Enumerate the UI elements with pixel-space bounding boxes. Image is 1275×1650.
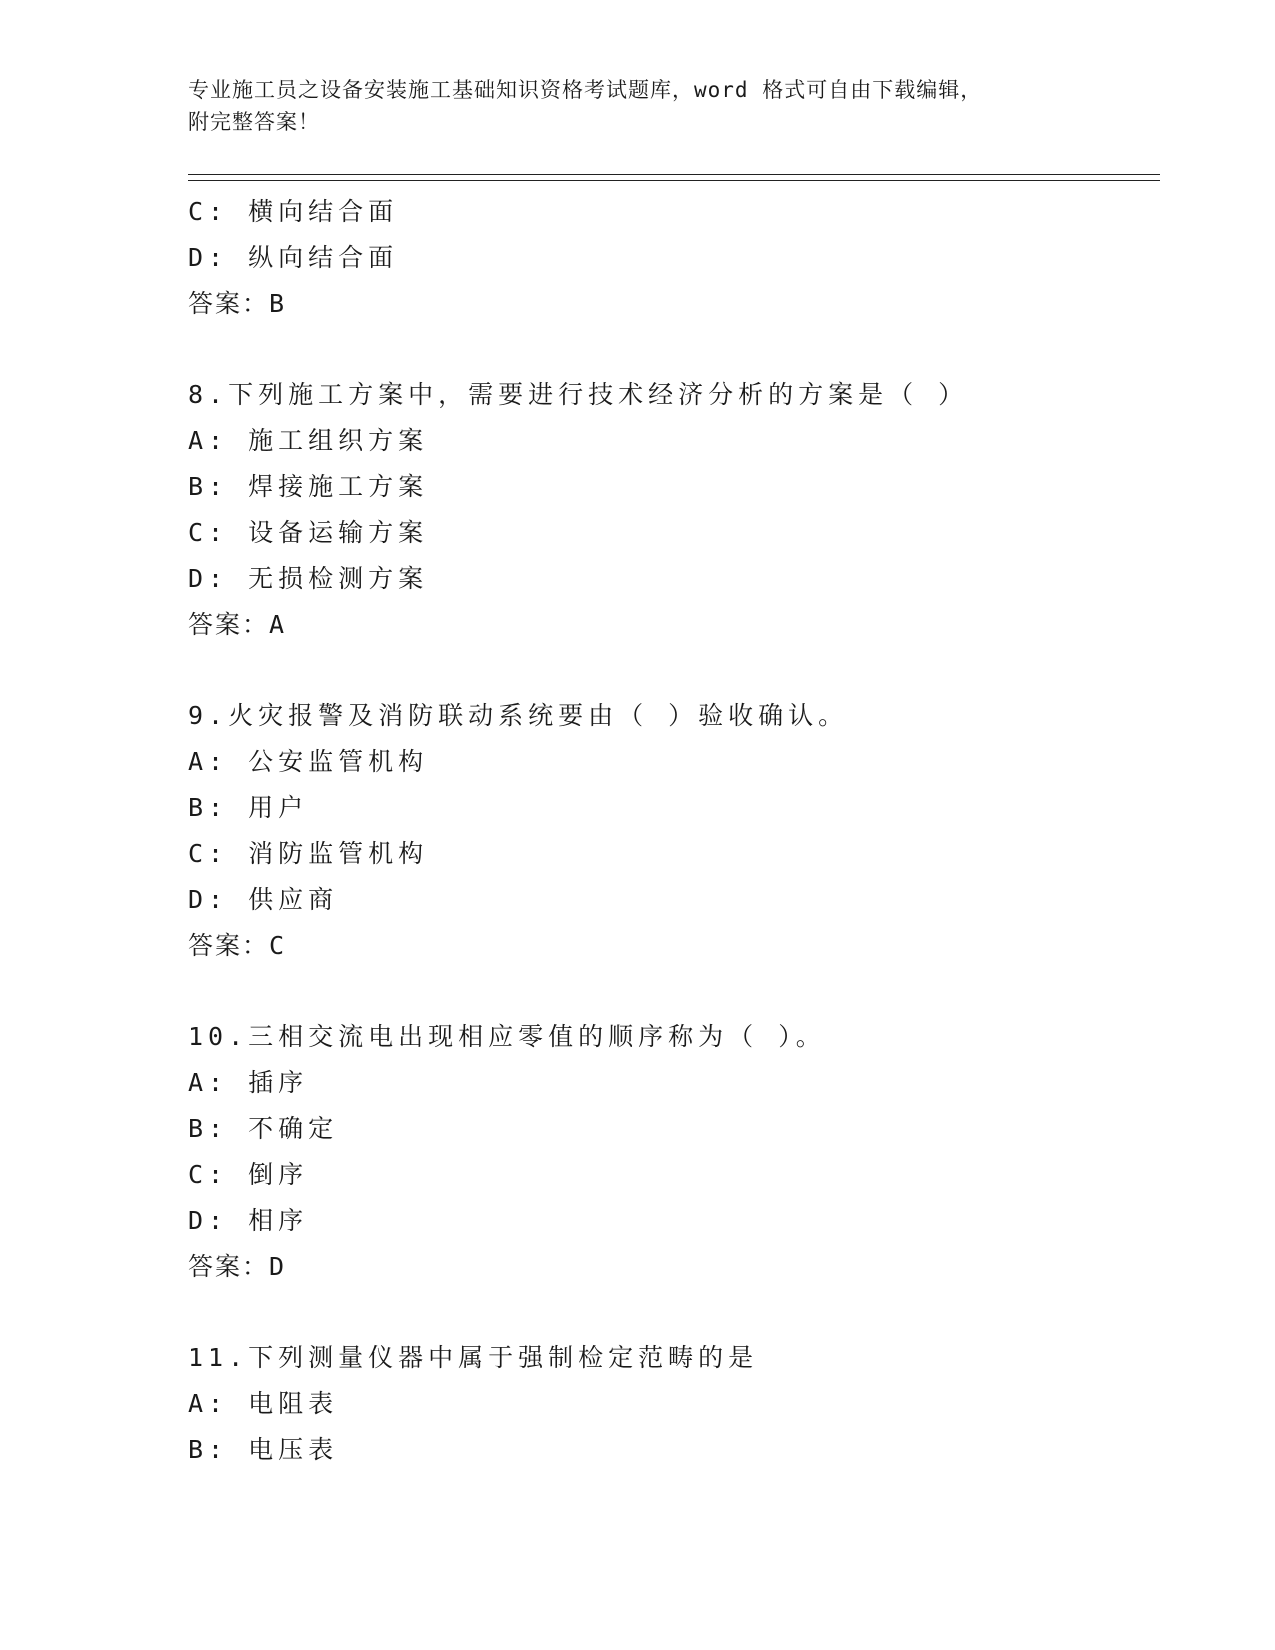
option-c: C: 倒序 bbox=[188, 1160, 309, 1189]
option-d: D: 相序 bbox=[188, 1206, 309, 1235]
question-11 bbox=[188, 1335, 1160, 1473]
option-c: C: 横向结合面 bbox=[188, 197, 399, 226]
option-d: D: 纵向结合面 bbox=[188, 243, 399, 272]
option-b: B: 电压表 bbox=[188, 1435, 339, 1464]
option-a: A: 公安监管机构 bbox=[188, 747, 429, 776]
document-header bbox=[188, 74, 1160, 138]
header-line-1: 专业施工员之设备安装施工基础知识资格考试题库，word 格式可自由下载编辑， bbox=[188, 78, 983, 102]
option-a: A: 插序 bbox=[188, 1068, 309, 1097]
document-page bbox=[188, 74, 1160, 1473]
question-stem: 9.火灾报警及消防联动系统要由（ ）验收确认。 bbox=[188, 701, 849, 730]
question-9 bbox=[188, 693, 1160, 969]
question-stem: 10.三相交流电出现相应零值的顺序称为（ ）。 bbox=[188, 1022, 826, 1051]
answer: 答案：C bbox=[188, 931, 287, 960]
option-a: A: 电阻表 bbox=[188, 1389, 339, 1418]
option-b: B: 焊接施工方案 bbox=[188, 472, 429, 501]
previous-question-tail bbox=[188, 189, 1160, 327]
question-stem: 8.下列施工方案中，需要进行技术经济分析的方案是（ ） bbox=[188, 380, 969, 409]
option-b: B: 用户 bbox=[188, 793, 309, 822]
option-c: C: 消防监管机构 bbox=[188, 839, 429, 868]
option-a: A: 施工组织方案 bbox=[188, 426, 429, 455]
answer: 答案：D bbox=[188, 1252, 287, 1281]
option-d: D: 供应商 bbox=[188, 885, 339, 914]
question-10 bbox=[188, 1014, 1160, 1290]
header-line-2: 附完整答案！ bbox=[188, 110, 320, 134]
answer: 答案：A bbox=[188, 610, 287, 639]
question-8 bbox=[188, 372, 1160, 648]
answer: 答案：B bbox=[188, 289, 287, 318]
header-divider bbox=[188, 174, 1160, 181]
option-d: D: 无损检测方案 bbox=[188, 564, 429, 593]
option-b: B: 不确定 bbox=[188, 1114, 339, 1143]
question-stem: 11.下列测量仪器中属于强制检定范畴的是 bbox=[188, 1343, 759, 1372]
option-c: C: 设备运输方案 bbox=[188, 518, 429, 547]
